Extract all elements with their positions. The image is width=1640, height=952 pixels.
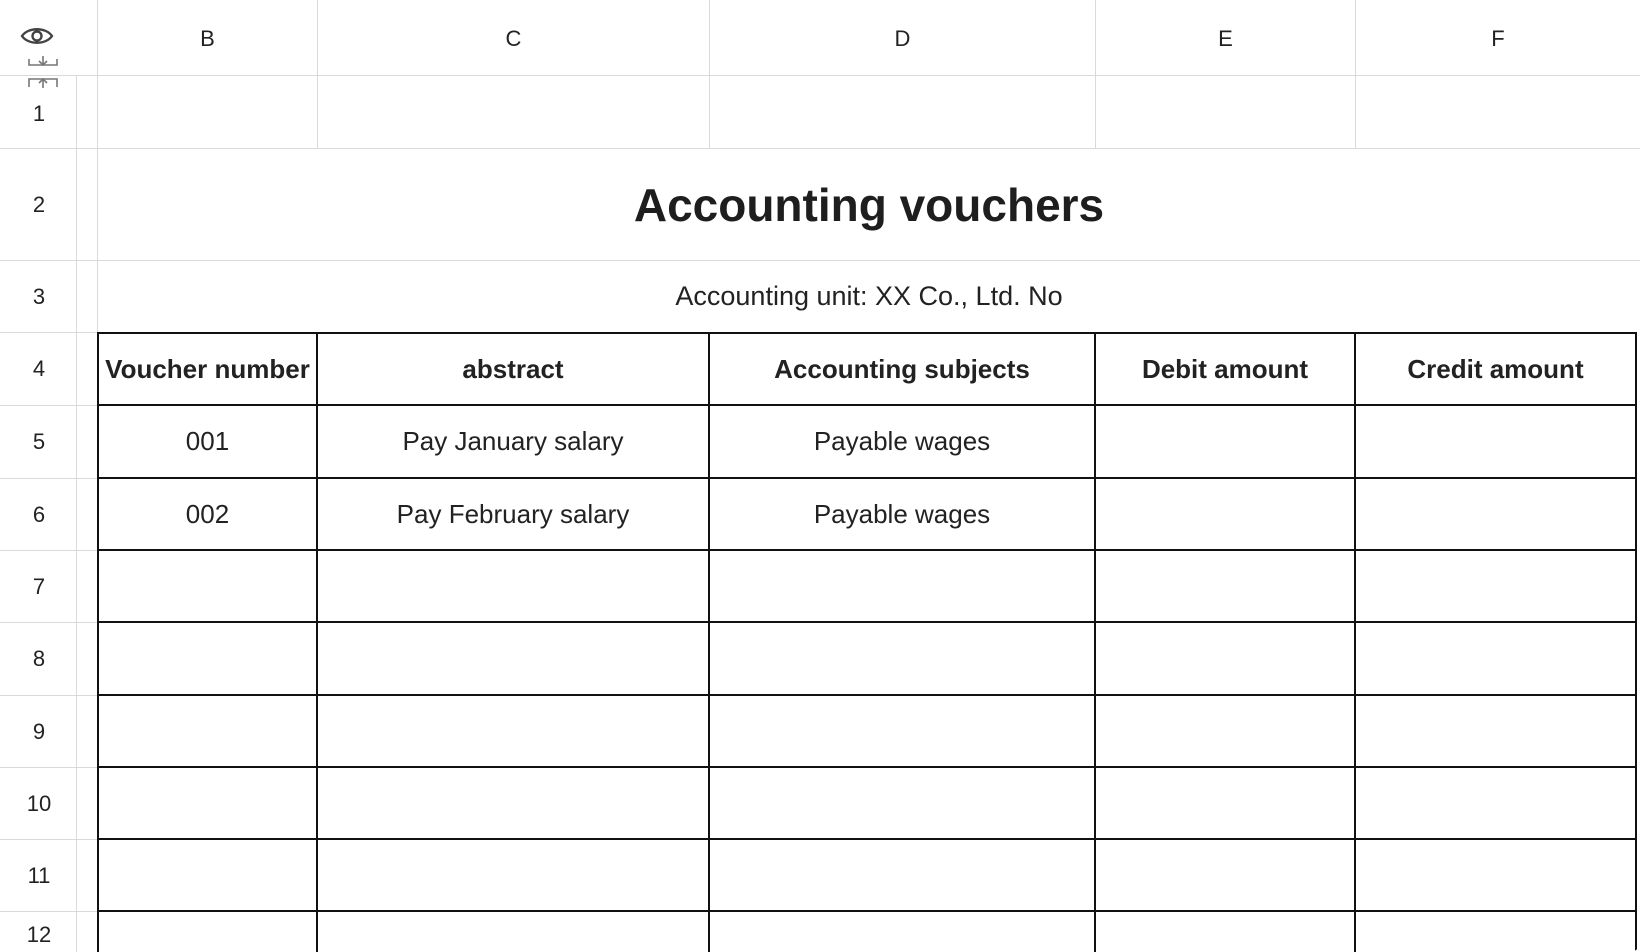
accounting-subject-cell[interactable]: [710, 551, 1094, 621]
credit-amount-cell[interactable]: [1356, 406, 1635, 476]
accounting-subject-cell[interactable]: [710, 768, 1094, 838]
debit-amount-cell[interactable]: [1096, 551, 1354, 621]
accounting-subject-cell[interactable]: [710, 623, 1094, 693]
credit-amount-cell[interactable]: [1356, 696, 1635, 766]
voucher-number-cell[interactable]: [99, 840, 316, 910]
row-header-11[interactable]: 11: [27, 862, 51, 888]
credit-amount-cell[interactable]: [1356, 623, 1635, 693]
column-header-d[interactable]: D: [894, 25, 911, 51]
row-header-2[interactable]: 2: [32, 191, 46, 217]
page-title[interactable]: Accounting vouchers: [633, 178, 1105, 231]
debit-amount-cell[interactable]: [1096, 479, 1354, 549]
accounting-unit-label[interactable]: Accounting unit: XX Co., Ltd. No: [675, 281, 1063, 311]
abstract-cell[interactable]: [318, 551, 708, 621]
row-header-10[interactable]: 10: [26, 790, 52, 816]
abstract-cell[interactable]: [318, 768, 708, 838]
column-header-e[interactable]: E: [1218, 25, 1233, 51]
row-header-5[interactable]: 5: [32, 429, 46, 454]
debit-amount-cell[interactable]: [1096, 623, 1354, 693]
abstract-cell[interactable]: [318, 623, 708, 693]
column-header-f[interactable]: F: [1491, 25, 1505, 51]
header-accounting-subjects[interactable]: Accounting subjects: [774, 354, 1030, 384]
row-header-divider: [76, 75, 77, 952]
table-border: [97, 910, 1637, 912]
voucher-number-cell[interactable]: 001: [185, 425, 230, 456]
credit-amount-cell[interactable]: [1356, 551, 1635, 621]
row-header-7[interactable]: 7: [32, 573, 46, 599]
voucher-number-cell[interactable]: [99, 623, 316, 693]
abstract-cell[interactable]: [318, 696, 708, 766]
voucher-number-cell[interactable]: [99, 551, 316, 621]
header-debit-amount[interactable]: Debit amount: [1141, 354, 1309, 384]
column-header-c[interactable]: C: [505, 25, 522, 51]
debit-amount-cell[interactable]: [1096, 840, 1354, 910]
row-divider: [0, 911, 98, 912]
voucher-number-cell[interactable]: 002: [185, 498, 230, 529]
row-header-3[interactable]: 3: [32, 283, 46, 309]
voucher-number-cell[interactable]: [99, 696, 316, 766]
voucher-number-cell[interactable]: [99, 768, 316, 838]
row-header-12[interactable]: 12: [26, 922, 52, 947]
header-credit-amount[interactable]: Credit amount: [1407, 354, 1584, 384]
debit-amount-cell[interactable]: [1096, 406, 1354, 476]
credit-amount-cell[interactable]: [1356, 479, 1635, 549]
row-header-4[interactable]: 4: [32, 356, 46, 381]
accounting-subject-cell[interactable]: Payable wages: [813, 498, 991, 529]
eye-icon[interactable]: [20, 24, 54, 48]
credit-amount-cell[interactable]: [1356, 840, 1635, 910]
header-divider: [0, 75, 1640, 76]
accounting-subject-cell[interactable]: [710, 696, 1094, 766]
row-header-8[interactable]: 8: [32, 646, 46, 671]
abstract-cell[interactable]: Pay February salary: [396, 498, 630, 529]
sheet-corner: [2, 2, 76, 75]
row-header-1[interactable]: 1: [32, 101, 46, 126]
column-header-b[interactable]: B: [200, 25, 215, 51]
accounting-subject-cell[interactable]: [710, 840, 1094, 910]
row-header-6[interactable]: 6: [32, 501, 46, 527]
abstract-cell[interactable]: [318, 840, 708, 910]
header-voucher-number[interactable]: Voucher number: [105, 354, 310, 384]
row-header-9[interactable]: 9: [32, 718, 46, 744]
header-abstract[interactable]: abstract: [462, 354, 564, 384]
abstract-cell[interactable]: Pay January salary: [402, 425, 624, 456]
accounting-subject-cell[interactable]: Payable wages: [813, 425, 991, 456]
table-border: [1635, 332, 1637, 952]
credit-amount-cell[interactable]: [1356, 768, 1635, 838]
debit-amount-cell[interactable]: [1096, 696, 1354, 766]
debit-amount-cell[interactable]: [1096, 768, 1354, 838]
